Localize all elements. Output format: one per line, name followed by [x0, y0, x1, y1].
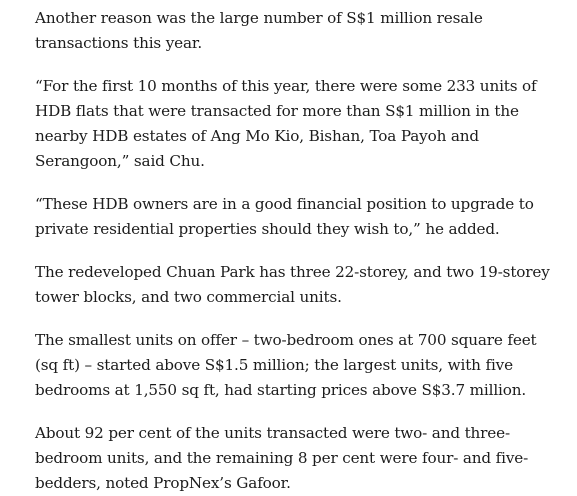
- paragraph-chuan-park-towers: The redeveloped Chuan Park has three 22-storey, and two 19-storey tower blocks, and two commercial units.: [35, 263, 550, 306]
- paragraph-hdb-owners-quote: “These HDB owners are in a good financial position to upgrade to private residential properties should they wish to,” he added.: [35, 195, 534, 238]
- paragraph-unit-prices: The smallest units on offer – two-bedroom ones at 700 square feet (sq ft) – started above S$1.5 million; the largest units, with five bedrooms at 1,550 sq ft, had starting prices above S$3.7 million.: [35, 331, 537, 399]
- paragraph-resale-transactions: Another reason was the large number of S$1 million resale transactions this year.: [35, 9, 483, 52]
- paragraph-hdb-units-quote: “For the first 10 months of this year, there were some 233 units of HDB flats that were transacted for more than S$1 million in the nearby HDB estates of Ang Mo Kio, Bishan, Toa Payoh and Serangoon,” said Chu.: [35, 77, 537, 170]
- paragraph-unit-mix: About 92 per cent of the units transacted were two- and three-bedroom units, and the remaining 8 per cent were four- and five-bedders, noted PropNex’s Gafoor.: [35, 424, 529, 492]
